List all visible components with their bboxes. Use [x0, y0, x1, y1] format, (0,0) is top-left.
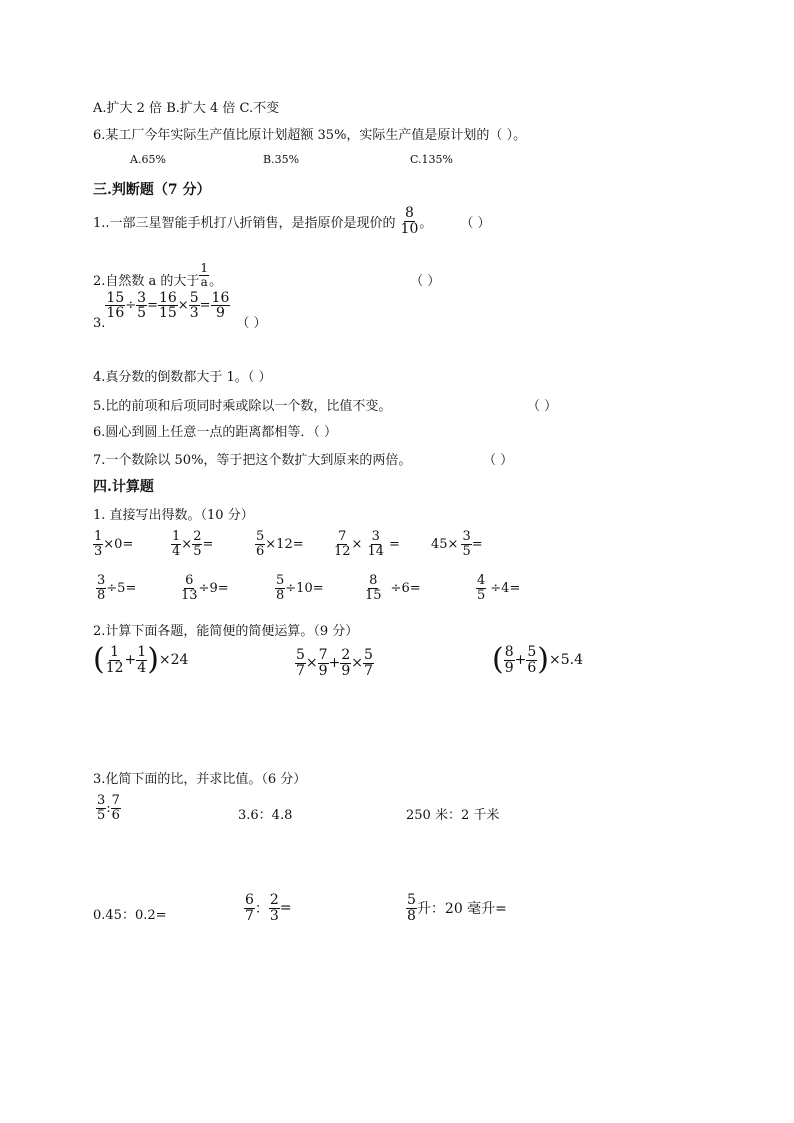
- judge-q1: 1..一部三星智能手机打八折销售，是指原价是现价的 $\frac{8}{10}$ 。 （ ）: [93, 205, 491, 237]
- calc-row1-item1: $\frac{1}{3}$ ×0=: [94, 529, 134, 559]
- calc-part3-title: 3.化简下面的比，并求比值。（6 分）: [93, 772, 307, 787]
- judge-q2-blank[interactable]: （ ）: [410, 274, 441, 289]
- judge-q6: 6.圆心到圆上任意一点的距离都相等．（ ）: [93, 425, 338, 440]
- calc-part2-expr3: ( $\frac{8}{9}$ + $\frac{5}{6}$ ) ×5.4: [492, 642, 584, 678]
- calc-row2-item2: $\frac{6}{13}$ ÷9=: [181, 573, 229, 603]
- judge-q1-fraction: $\frac{8}{10}$: [400, 205, 419, 237]
- q6-option-b: B.35%: [263, 153, 300, 166]
- calc-row1-item3: $\frac{5}{6}$ ×12=: [256, 529, 304, 559]
- ratio-c: 250 米：2 千米: [406, 808, 500, 823]
- ratio-e: $\frac{6}{7}$ ： $\frac{2}{3}$ =: [245, 892, 292, 924]
- judge-q3-expression: $\frac{15}{16}$ ÷ $\frac{3}{5}$ = $\frac{16}{15}$ × $\frac{5}{3}$ = $\frac{16}{9}$: [106, 289, 230, 322]
- calc-row1-item4: $\frac{7}{12}$ × $\frac{3}{14}$ =: [334, 529, 400, 559]
- section4-title: 四.计算题: [93, 479, 154, 495]
- ratio-f: $\frac{5}{8}$ 升：20 毫升=: [407, 892, 507, 924]
- judge-q3-label: 3.: [93, 316, 106, 331]
- calc-part2-expr1: ( $\frac{1}{12}$ + $\frac{1}{4}$ ) ×24: [93, 642, 189, 678]
- q5-options: A.扩大 2 倍 B.扩大 4 倍 C.不变: [93, 101, 280, 116]
- calc-row2-item1: $\frac{3}{8}$ ÷5=: [97, 573, 137, 603]
- calc-part2-expr2: $\frac{5}{7}$ × $\frac{7}{9}$ + $\frac{2}{9}$ × $\frac{5}{7}$: [296, 647, 373, 679]
- calc-row2-item4: $\frac{8}{15}$ ÷6=: [365, 573, 421, 603]
- judge-q5-blank[interactable]: （ ）: [527, 399, 558, 414]
- calc-part2-title: 2.计算下面各题，能简便的简便运算。（9 分）: [93, 624, 359, 639]
- calc-row1-item5: 45× $\frac{3}{5}$ =: [431, 529, 483, 559]
- judge-q3: [93, 289, 267, 331]
- judge-q2-fraction: $\frac{1}{a}$: [200, 261, 209, 289]
- calc-row1-item2: $\frac{1}{4}$ × $\frac{2}{5}$ =: [172, 529, 214, 559]
- judge-q4: 4.真分数的倒数都大于 1。（ ）: [93, 370, 272, 385]
- q6-stem: 6.某工厂今年实际生产值比原计划超额 35%，实际生产值是原计划的（ ）。: [93, 128, 527, 143]
- calc-part1-title: 1. 直接写出得数。（10 分）: [93, 508, 254, 523]
- judge-q7-blank[interactable]: （ ）: [483, 453, 514, 468]
- judge-q1-blank[interactable]: （ ）: [460, 215, 491, 231]
- judge-q2-text: 2.自然数 a 的大于: [93, 274, 200, 289]
- ratio-b: 3.6：4.8: [238, 808, 293, 823]
- ratio-a: $\frac{3}{5}$ : $\frac{7}{6}$: [97, 793, 120, 823]
- q6-option-c: C.135%: [410, 153, 453, 166]
- ratio-d: 0.45：0.2=: [93, 908, 167, 923]
- q6-option-a: A.65%: [130, 153, 166, 166]
- judge-q7: 7.一个数除以 50%，等于把这个数扩大到原来的两倍。: [93, 453, 412, 468]
- calc-row2-item3: $\frac{5}{8}$ ÷10=: [276, 573, 324, 603]
- section3-title: 三.判断题（7 分）: [93, 182, 211, 198]
- calc-row2-item5: $\frac{4}{5}$ ÷4=: [477, 573, 521, 603]
- judge-q5: 5.比的前项和后项同时乘或除以一个数，比值不变。: [93, 399, 392, 414]
- judge-q2: 2.自然数 a 的大于 $\frac{1}{a}$ 。 （ ）: [93, 261, 441, 289]
- judge-q1-text: 1..一部三星智能手机打八折销售，是指原价是现价的: [93, 215, 396, 231]
- judge-q3-blank[interactable]: （ ）: [236, 316, 267, 331]
